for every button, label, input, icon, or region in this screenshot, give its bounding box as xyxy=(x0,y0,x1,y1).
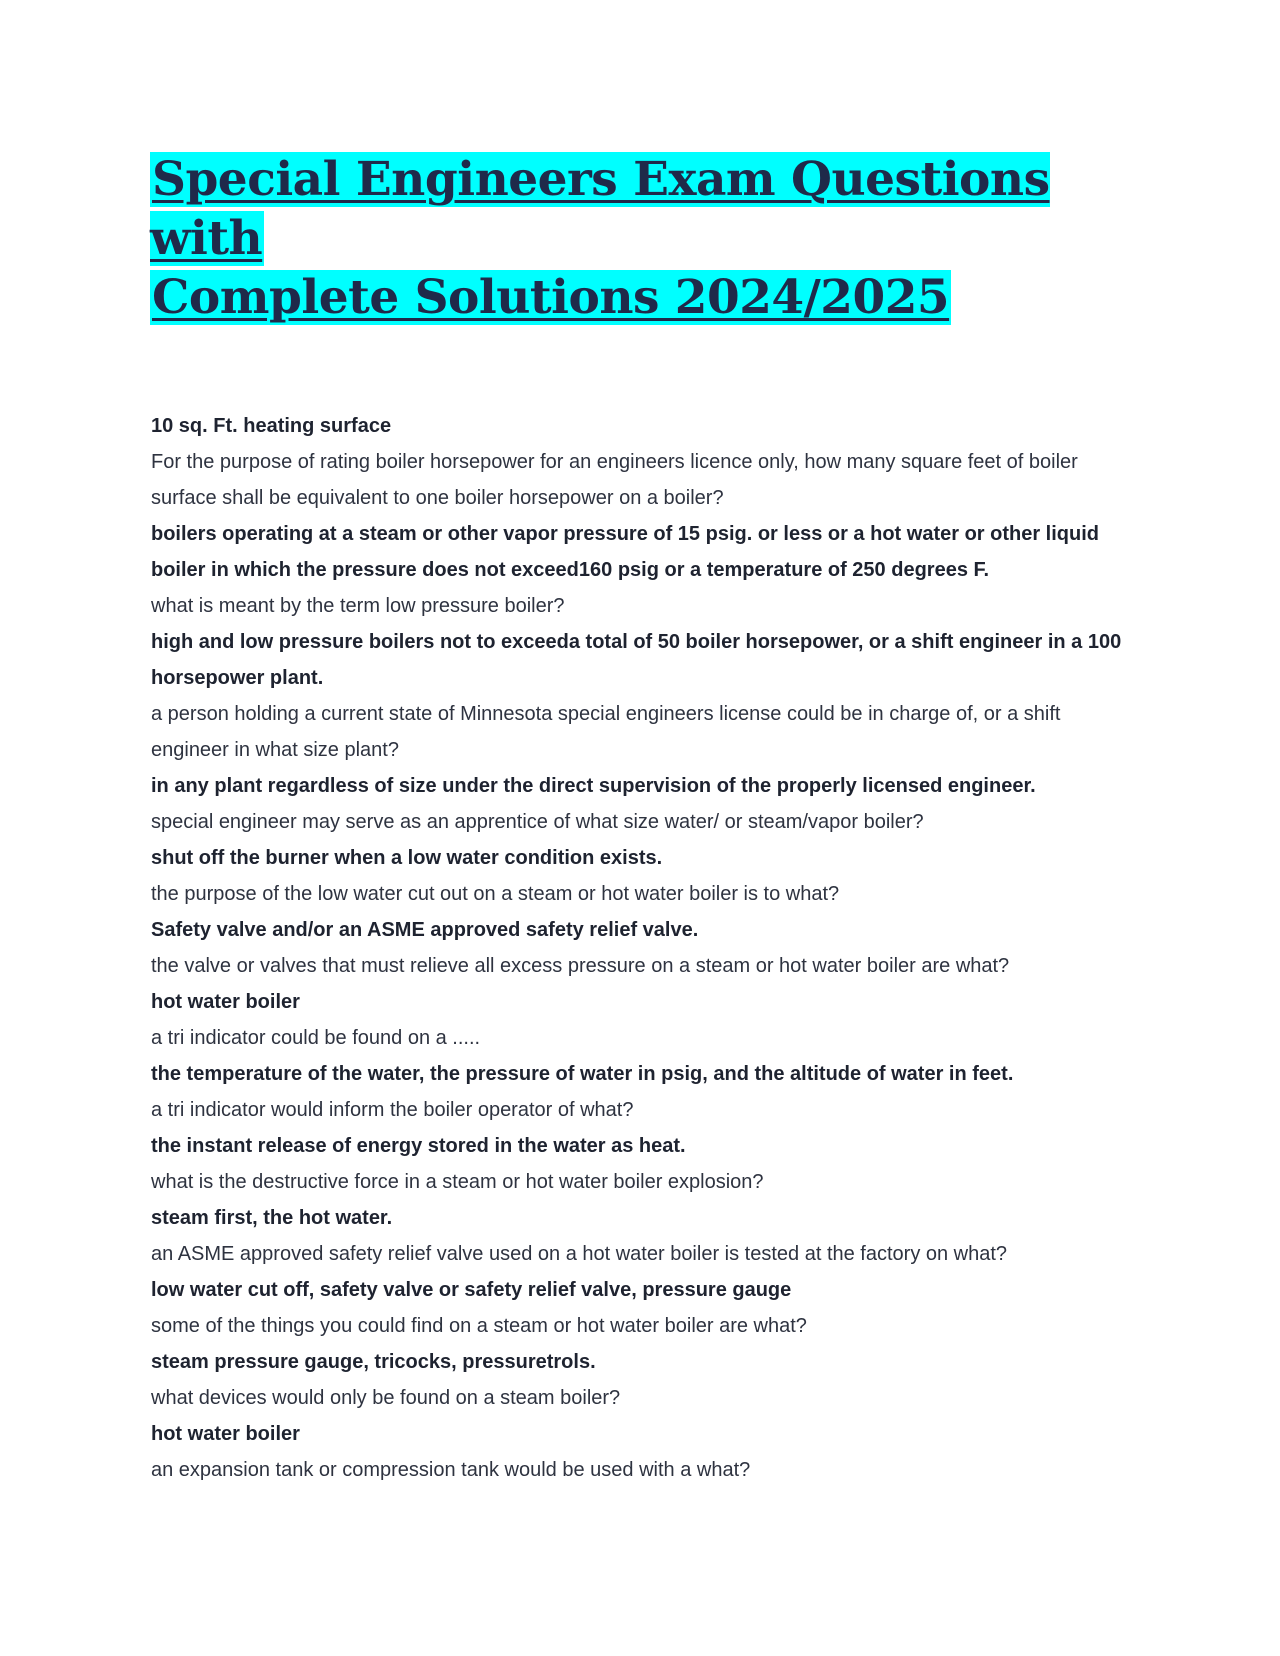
question-text: the valve or valves that must relieve all excess pressure on a steam or hot water boiler are what? xyxy=(151,955,1010,977)
answer-text: the instant release of energy stored in the water as heat. xyxy=(151,1135,686,1157)
question-text: some of the things you could find on a steam or hot water boiler are what? xyxy=(151,1315,807,1337)
question-text: a tri indicator could be found on a ..... xyxy=(151,1027,481,1049)
qa-list xyxy=(151,408,1131,1488)
answer-text: Safety valve and/or an ASME approved safety relief valve. xyxy=(151,919,699,941)
answer-text: boilers operating at a steam or other vapor pressure of 15 psig. or less or a hot water or other liquid boiler in which the pressure does not exceed160 psig or a temperature of 250 degrees F. xyxy=(151,523,1099,581)
answer-text: low water cut off, safety valve or safety relief valve, pressure gauge xyxy=(151,1279,792,1301)
title-line-1: Special Engineers Exam Questions with xyxy=(150,152,1050,266)
answer-text: shut off the burner when a low water condition exists. xyxy=(151,847,663,869)
answer-text: hot water boiler xyxy=(151,1423,300,1445)
answer-text: 10 sq. Ft. heating surface xyxy=(151,415,392,437)
answer-text: high and low pressure boilers not to exceeda total of 50 boiler horsepower, or a shift engineer in a 100 horsepower plant. xyxy=(151,631,1122,689)
title-line-2: Complete Solutions 2024/2025 xyxy=(152,270,950,325)
question-text: special engineer may serve as an apprentice of what size water/ or steam/vapor boiler? xyxy=(151,811,924,833)
question-text: what devices would only be found on a steam boiler? xyxy=(151,1387,621,1409)
question-text: an ASME approved safety relief valve used on a hot water boiler is tested at the factory on what? xyxy=(151,1243,1008,1265)
document-title xyxy=(150,150,1100,327)
answer-text: the temperature of the water, the pressure of water in psig, and the altitude of water in feet. xyxy=(151,1063,1014,1085)
answer-text: in any plant regardless of size under the direct supervision of the properly licensed engineer. xyxy=(151,775,1036,797)
question-text: what is the destructive force in a steam or hot water boiler explosion? xyxy=(151,1171,764,1193)
question-text: a tri indicator would inform the boiler operator of what? xyxy=(151,1099,634,1121)
question-text: the purpose of the low water cut out on a steam or hot water boiler is to what? xyxy=(151,883,840,905)
answer-text: steam first, the hot water. xyxy=(151,1207,393,1229)
question-text: what is meant by the term low pressure boiler? xyxy=(151,595,565,617)
answer-text: hot water boiler xyxy=(151,991,300,1013)
question-text: For the purpose of rating boiler horsepower for an engineers licence only, how many square feet of boiler surface shall be equivalent to one boiler horsepower on a boiler? xyxy=(151,451,1078,509)
answer-text: steam pressure gauge, tricocks, pressuretrols. xyxy=(151,1351,596,1373)
question-text: an expansion tank or compression tank would be used with a what? xyxy=(151,1459,751,1481)
question-text: a person holding a current state of Minnesota special engineers license could be in charge of, or a shift engineer in what size plant? xyxy=(151,703,1061,761)
